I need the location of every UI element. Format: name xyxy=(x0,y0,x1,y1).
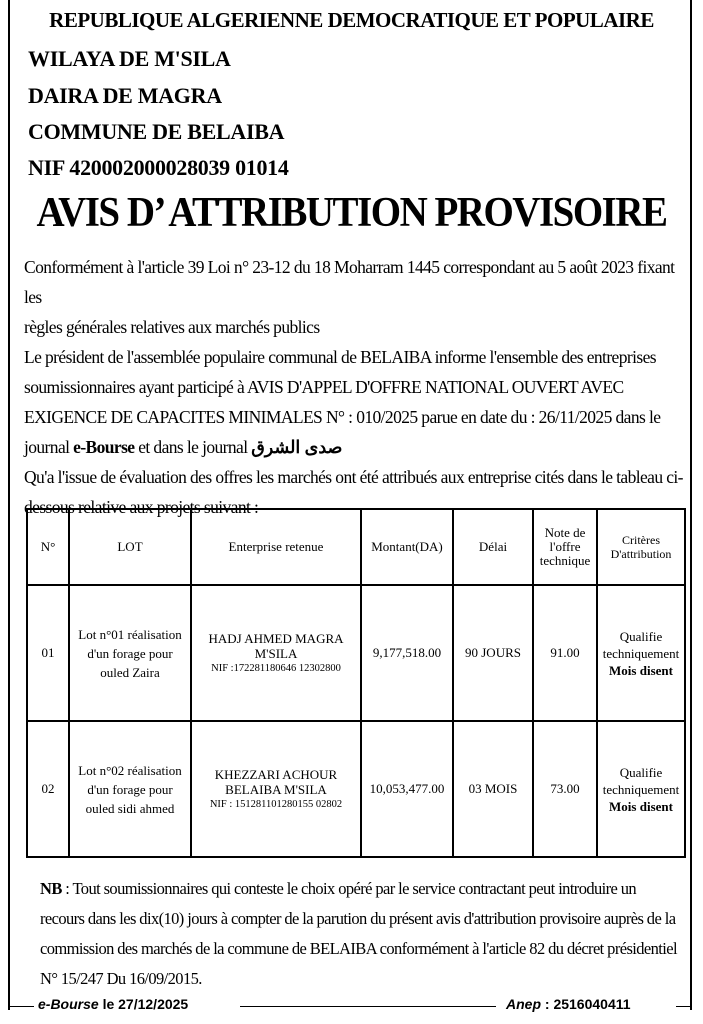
cell-no: 01 xyxy=(27,585,69,721)
footer-bar xyxy=(0,996,703,1018)
cell-lot: Lot n°01 réalisation d'un forage pour ouled Zaira xyxy=(69,585,191,721)
criteria-line: techniquement xyxy=(602,781,680,797)
journal-name-ebourse: e-Bourse xyxy=(73,437,135,457)
journal-name-arabic: صدى الشرق xyxy=(251,437,343,457)
cell-delai: 90 JOURS xyxy=(453,585,533,721)
text-fragment: journal xyxy=(24,437,74,457)
cell-entreprise xyxy=(191,585,361,721)
cell-montant: 9,177,518.00 xyxy=(361,585,453,721)
paragraph-legal-basis xyxy=(24,252,684,522)
criteria-line: Qualifie xyxy=(619,764,663,780)
entreprise-nif: NIF : 151281101280155 02802 xyxy=(209,798,343,810)
cell-montant: 10,053,477.00 xyxy=(361,721,453,857)
header-montant: Montant(DA) xyxy=(361,509,453,585)
header-delai: Délai xyxy=(453,509,533,585)
cell-criteres xyxy=(597,585,685,721)
header-no: N° xyxy=(27,509,69,585)
text-line: Qu'a l'issue de évaluation des offres les marchés ont été attribués aux entreprise cités dans le tableau ci- xyxy=(24,467,683,487)
cell-lot: Lot n°02 réalisation d'un forage pour ouled sidi ahmed xyxy=(69,721,191,857)
wilaya-line: WILAYA DE M'SILA xyxy=(28,46,231,71)
cell-entreprise xyxy=(191,721,361,857)
table-header-row xyxy=(27,509,685,585)
criteria-line: Qualifie xyxy=(619,628,663,644)
entreprise-nif: NIF :172281180646 12302800 xyxy=(211,662,341,674)
criteria-line: techniquement xyxy=(602,645,680,661)
text-line xyxy=(24,432,684,462)
commune-line: COMMUNE DE BELAIBA xyxy=(28,119,285,144)
text-line: Conformément à l'article 39 Loi n° 23-12 du 18 Moharram 1445 correspondant au 5 août 2023 fixant les xyxy=(24,257,675,307)
nb-text: : Tout soumissionnaires qui conteste le choix opéré par le service contractant peut introduire un recours dans les dix(10) jours à compter de la parution du présent avis d'attribution provisoire auprès de la commission des marchés de la commune de BELAIBA conformément à l'article 82 du décret présidentiel N° 15/247 Du 16/09/2015. xyxy=(40,879,677,988)
daira-line: DAIRA DE MAGRA xyxy=(28,83,222,108)
entreprise-city: BELAIBA M'SILA xyxy=(225,781,327,797)
footer-publication xyxy=(38,996,188,1012)
footer-anep xyxy=(506,996,631,1012)
nb-label: NB xyxy=(40,879,62,898)
footer-brand: e-Bourse xyxy=(38,996,99,1012)
header-criteres: Critères D'attribution xyxy=(597,509,685,585)
entreprise-name: KHEZZARI ACHOUR xyxy=(214,766,338,782)
text-line: EXIGENCE DE CAPACITES MINIMALES N° : 010/2025 parue en date du : 26/11/2025 dans le xyxy=(24,407,661,427)
nb-paragraph xyxy=(40,874,680,994)
republic-heading: REPUBLIQUE ALGERIENNE DEMOCRATIQUE ET POPULAIRE xyxy=(49,8,654,32)
header-note: Note de l'offre technique xyxy=(533,509,597,585)
attribution-table xyxy=(26,508,686,858)
text-line: dessous relative aux projets suivant : xyxy=(24,497,259,517)
header-lot: LOT xyxy=(69,509,191,585)
footer-anep-number: : 2516040411 xyxy=(541,996,631,1012)
cell-note: 91.00 xyxy=(533,585,597,721)
text-line: règles générales relatives aux marchés publics xyxy=(24,317,320,337)
text-line: Le président de l'assemblée populaire communal de BELAIBA informe l'ensemble des entreprises xyxy=(24,347,656,367)
table-row xyxy=(27,585,685,721)
cell-note: 73.00 xyxy=(533,721,597,857)
footer-rule-right xyxy=(676,1006,690,1007)
cell-criteres xyxy=(597,721,685,857)
entreprise-name: HADJ AHMED MAGRA M'SILA xyxy=(208,630,344,661)
text-line: soumissionnaires ayant participé à AVIS D'APPEL D'OFFRE NATIONAL OUVERT AVEC xyxy=(24,377,624,397)
table-row xyxy=(27,721,685,857)
nif-line: NIF 420002000028039 01014 xyxy=(28,155,289,180)
cell-delai: 03 MOIS xyxy=(453,721,533,857)
cell-no: 02 xyxy=(27,721,69,857)
footer-anep-brand: Anep xyxy=(506,996,541,1012)
criteria-line: Mois disent xyxy=(609,662,673,678)
header-entreprise: Enterprise retenue xyxy=(191,509,361,585)
footer-rule-left xyxy=(10,1006,34,1007)
footer-rule-middle xyxy=(240,1006,496,1007)
notice-title: AVIS D’ ATTRIBUTION PROVISOIRE xyxy=(36,189,667,236)
footer-date: le 27/12/2025 xyxy=(98,996,189,1012)
text-fragment: et dans le journal xyxy=(134,437,252,457)
criteria-line: Mois disent xyxy=(609,798,673,814)
